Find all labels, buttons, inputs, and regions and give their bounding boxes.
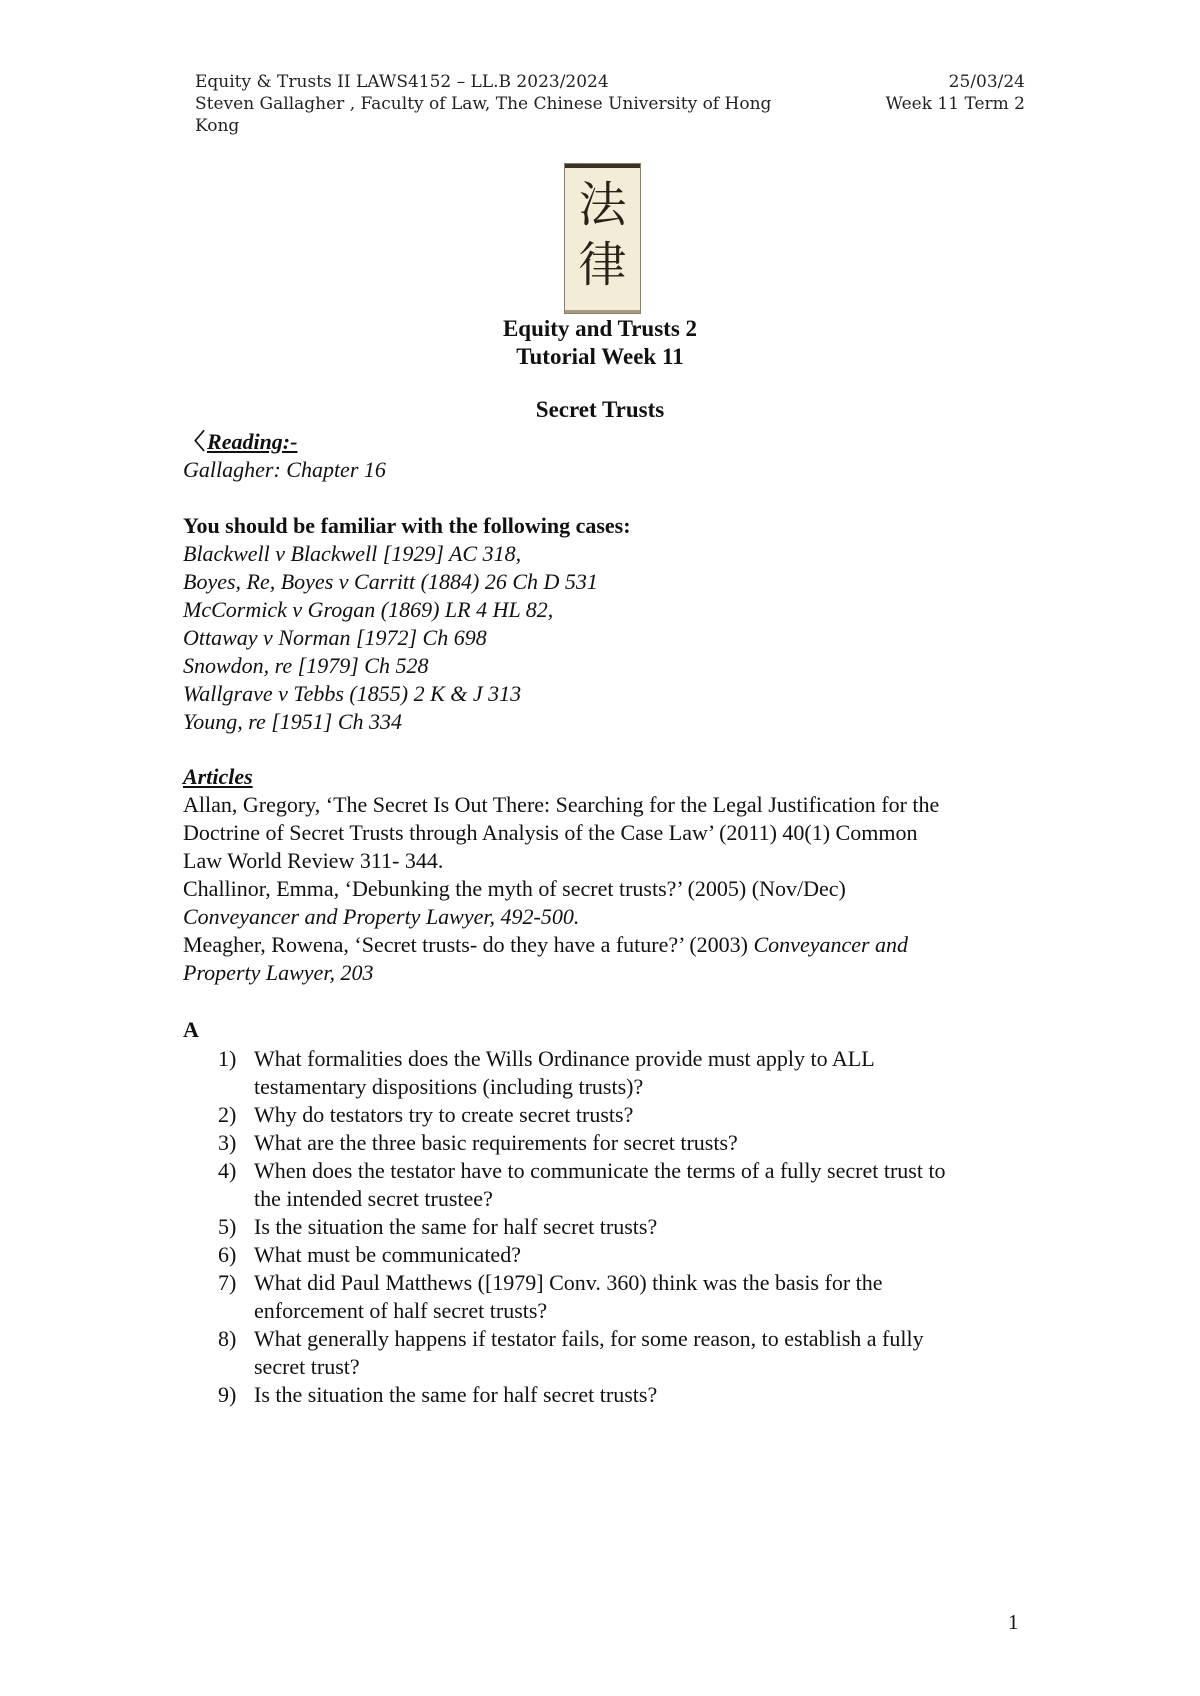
article-meagher-line bbox=[183, 931, 1053, 959]
article-meagher-text: Meagher, Rowena, ‘Secret trusts- do they have a future?’ (2003) bbox=[183, 932, 754, 957]
question-item bbox=[218, 1213, 1038, 1241]
header-author-line: Steven Gallagher , Faculty of Law, The Chinese University of Hong bbox=[195, 94, 772, 114]
document-subtitle: Secret Trusts bbox=[535, 397, 665, 422]
question-text: What must be communicated? bbox=[254, 1242, 521, 1267]
logo-char-fa: 法 bbox=[578, 177, 627, 233]
question-text: Is the situation the same for half secret trusts? bbox=[254, 1382, 658, 1407]
header-author-line-cont: Kong bbox=[195, 116, 240, 136]
case-item: Ottaway v Norman [1972] Ch 698 bbox=[183, 625, 487, 650]
question-text: What are the three basic requirements for secret trusts? bbox=[254, 1130, 738, 1155]
logo-bottom-bar bbox=[565, 310, 640, 313]
case-item: Wallgrave v Tebbs (1855) 2 K & J 313 bbox=[183, 681, 522, 706]
question-item bbox=[218, 1101, 1038, 1129]
article-meagher-journal: Conveyancer and bbox=[753, 932, 909, 957]
article-meagher-journal-cont: Property Lawyer, 203 bbox=[183, 960, 374, 985]
question-item bbox=[218, 1241, 1038, 1269]
question-item bbox=[218, 1129, 1038, 1157]
question-number: 4) bbox=[218, 1158, 237, 1183]
reading-section bbox=[183, 428, 1053, 484]
logo-char-lu: 律 bbox=[578, 237, 627, 293]
question-text: What did Paul Matthews ([1979] Conv. 360) think was the basis for the bbox=[254, 1270, 883, 1295]
question-item bbox=[218, 1325, 1038, 1381]
article-challinor-journal: Conveyancer and Property Lawyer, 492-500. bbox=[183, 904, 580, 929]
question-text: What formalities does the Wills Ordinance provide must apply to ALL bbox=[254, 1046, 875, 1071]
question-text: Is the situation the same for half secret trusts? bbox=[254, 1214, 658, 1239]
case-item: Boyes, Re, Boyes v Carritt (1884) 26 Ch D 531 bbox=[183, 569, 598, 594]
article-allan-line: Law World Review 311- 344. bbox=[183, 848, 444, 873]
articles-section bbox=[183, 763, 1053, 987]
logo-top-bar bbox=[565, 164, 640, 168]
question-number: 5) bbox=[218, 1214, 237, 1239]
header-course-line: Equity & Trusts II LAWS4152 – LL.B 2023/2024 bbox=[195, 72, 609, 92]
question-text-cont: the intended secret trustee? bbox=[254, 1186, 493, 1211]
question-text-cont: testamentary dispositions (including trusts)? bbox=[254, 1074, 644, 1099]
case-item: Snowdon, re [1979] Ch 528 bbox=[183, 653, 429, 678]
question-number: 6) bbox=[218, 1242, 237, 1267]
header-date-info bbox=[825, 71, 1025, 115]
reading-text: Gallagher: Chapter 16 bbox=[183, 457, 386, 482]
articles-heading: Articles bbox=[183, 764, 253, 789]
question-text: When does the testator have to communicate the terms of a fully secret trust to bbox=[254, 1158, 946, 1183]
header-week: Week 11 Term 2 bbox=[885, 94, 1025, 114]
question-text: What generally happens if testator fails, for some reason, to establish a fully bbox=[254, 1326, 924, 1351]
question-number: 8) bbox=[218, 1326, 237, 1351]
cases-section bbox=[183, 512, 1053, 736]
calligraphy-logo bbox=[564, 163, 641, 314]
question-item bbox=[218, 1269, 1038, 1325]
question-list bbox=[218, 1045, 1038, 1409]
question-text-cont: enforcement of half secret trusts? bbox=[254, 1298, 548, 1323]
case-item: Blackwell v Blackwell [1929] AC 318, bbox=[183, 541, 522, 566]
question-item bbox=[218, 1381, 1038, 1409]
case-item: McCormick v Grogan (1869) LR 4 HL 82, bbox=[183, 597, 554, 622]
article-allan-line: Doctrine of Secret Trusts through Analysis of the Case Law’ (2011) 40(1) Common bbox=[183, 820, 918, 845]
header-course-info bbox=[195, 71, 835, 137]
question-text: Why do testators try to create secret trusts? bbox=[254, 1102, 634, 1127]
reading-heading: Reading:- bbox=[207, 429, 298, 454]
question-text-cont: secret trust? bbox=[254, 1354, 360, 1379]
section-a bbox=[183, 1016, 1053, 1044]
cases-heading: You should be familiar with the following cases: bbox=[183, 513, 631, 538]
header-date: 25/03/24 bbox=[948, 72, 1025, 92]
article-allan-line: Allan, Gregory, ‘The Secret Is Out There: Searching for the Legal Justification for the bbox=[183, 792, 940, 817]
bookmark-icon: 〈 bbox=[183, 429, 206, 454]
question-item bbox=[218, 1045, 1038, 1101]
question-number: 2) bbox=[218, 1102, 237, 1127]
article-challinor-line: Challinor, Emma, ‘Debunking the myth of secret trusts?’ (2005) (Nov/Dec) bbox=[183, 876, 846, 901]
page-number: 1 bbox=[1008, 1610, 1019, 1634]
question-number: 3) bbox=[218, 1130, 237, 1155]
question-item bbox=[218, 1157, 1038, 1213]
document-title-week: Tutorial Week 11 bbox=[516, 344, 684, 369]
question-number: 7) bbox=[218, 1270, 237, 1295]
section-a-label: A bbox=[183, 1017, 199, 1042]
case-item: Young, re [1951] Ch 334 bbox=[183, 709, 403, 734]
document-title: Equity and Trusts 2 bbox=[502, 316, 698, 341]
question-number: 9) bbox=[218, 1382, 237, 1407]
question-number: 1) bbox=[218, 1046, 237, 1071]
